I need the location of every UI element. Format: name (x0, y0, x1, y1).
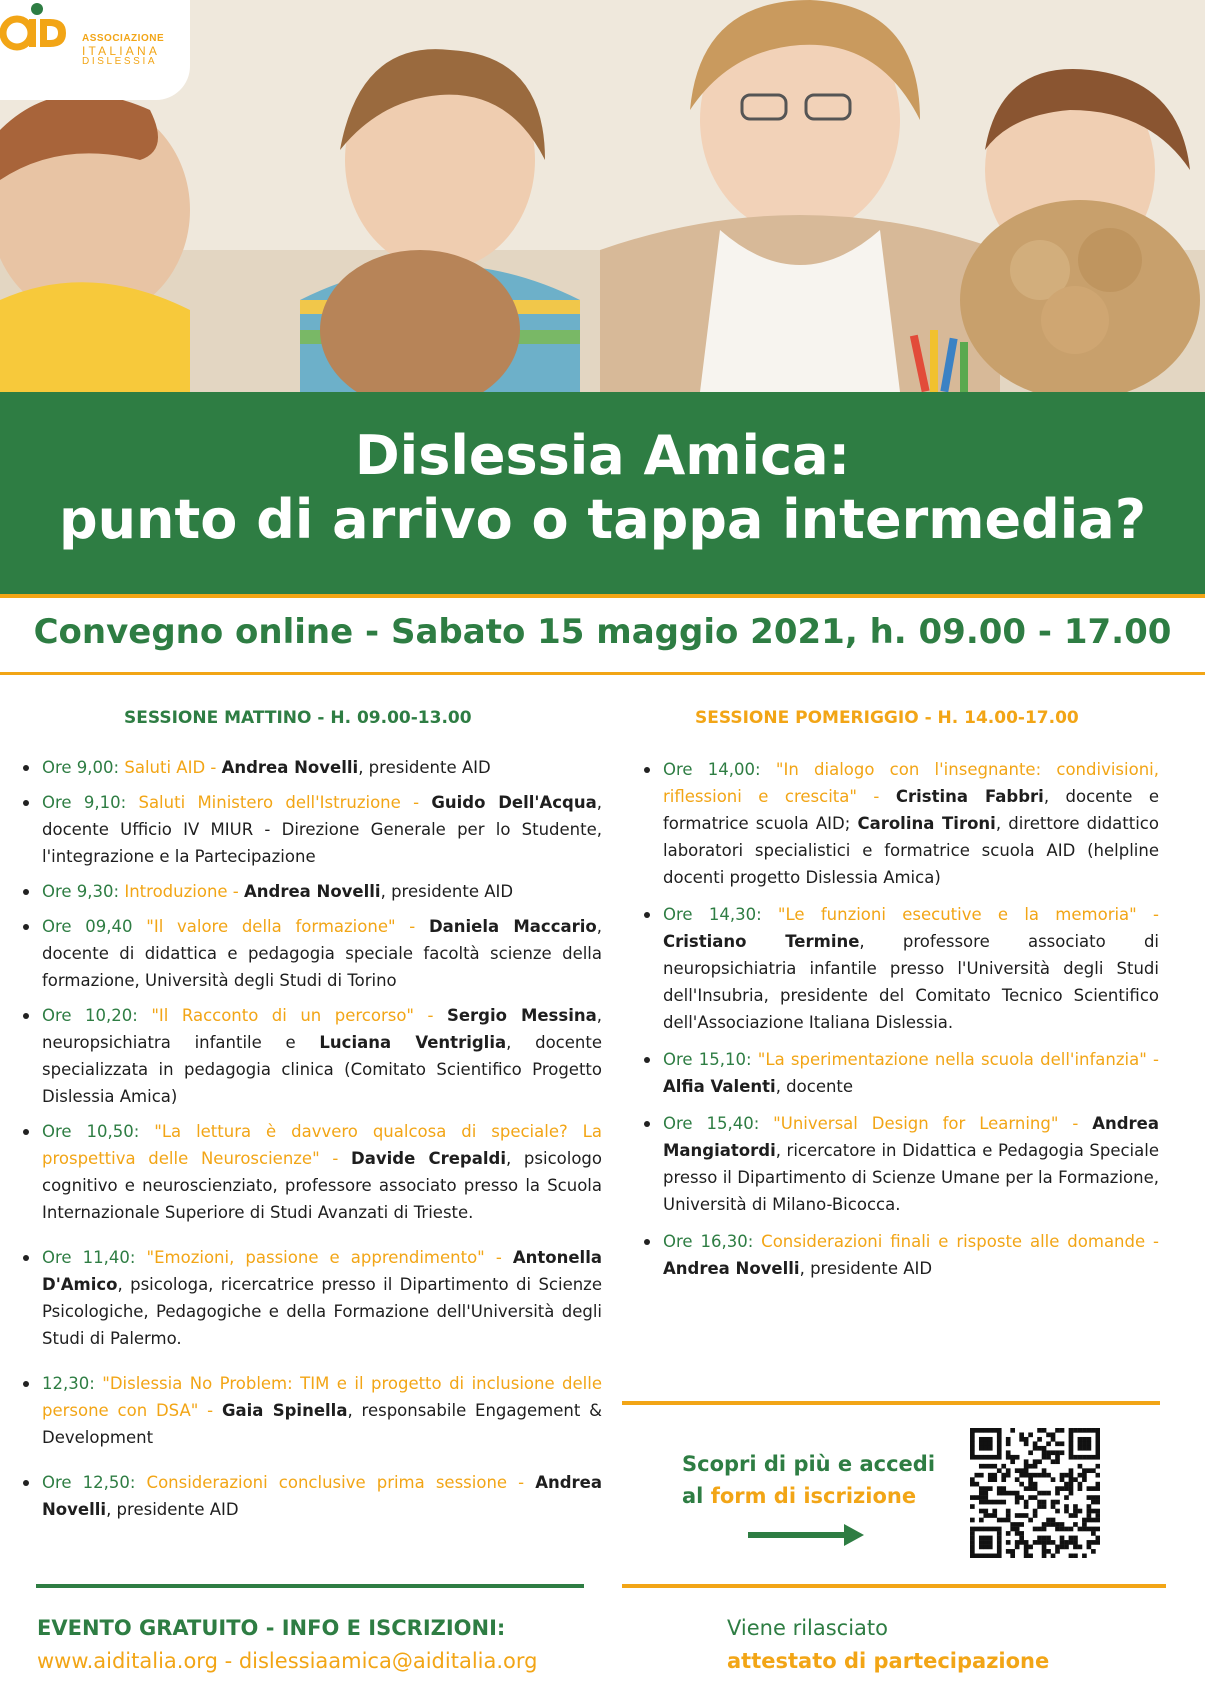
afternoon-session (643, 708, 1159, 1282)
item-topic: Considerazioni finali e risposte alle domande - (761, 1232, 1159, 1251)
item-time: Ore 9,30: (42, 882, 125, 901)
program-item (22, 1469, 602, 1523)
speaker-role: , presidente AID (799, 1259, 933, 1278)
title-line-2: punto di arrivo o tappa intermedia? (58, 488, 1147, 551)
program-item (643, 1110, 1159, 1218)
speaker-name: Sergio Messina (446, 1006, 597, 1025)
speaker-name: Davide Crepaldi (351, 1149, 506, 1168)
speaker-name: Antonella D'Amico (42, 1248, 602, 1294)
speaker-role: , docente e formatrice scuola AID; (663, 787, 1159, 833)
morning-session-heading: SESSIONE MATTINO - H. 09.00-13.00 (124, 708, 472, 728)
item-topic: "Dislessia No Problem: TIM e il progetto di inclusione delle persone con DSA" - (42, 1374, 603, 1420)
page-title (0, 392, 1205, 552)
speaker-name: Cristina Fabbri (895, 787, 1044, 806)
item-time: Ore 09,40 (42, 917, 147, 936)
item-topic: Saluti AID - (124, 758, 222, 777)
speaker-name: Carolina Tironi (857, 814, 996, 833)
speaker-role: , psicologa, ricercatrice presso il Dipartimento di Scienze Psicologiche, Pedagogiche e della Formazione dell'Università degli Studi di Palermo. (42, 1275, 602, 1348)
item-time: Ore 10,50: (42, 1122, 155, 1141)
title-band (0, 392, 1205, 598)
logo-container (0, 0, 190, 100)
morning-session (22, 708, 602, 1541)
cta-line-2 (682, 1480, 935, 1512)
logo-line-1: ASSOCIAZIONE (82, 33, 165, 44)
item-topic: "Il valore della formazione" - (146, 917, 429, 936)
item-time: 12,30: (42, 1374, 103, 1393)
speaker-role: , direttore didattico laboratori specialistici e formatrice scuola AID (helpline docenti progetto Dislessia Amica) (663, 814, 1159, 887)
item-topic: "Emozioni, passione e apprendimento" - (146, 1248, 513, 1267)
program-item (22, 789, 602, 870)
logo-line-3: DISLESSIA (82, 56, 158, 68)
qr-code[interactable] (970, 1428, 1100, 1558)
item-time: Ore 15,10: (663, 1050, 758, 1069)
morning-program-list (22, 754, 602, 1523)
item-time: Ore 14,00: (663, 760, 776, 779)
item-time: Ore 10,20: (42, 1006, 152, 1025)
program-item (22, 1370, 602, 1451)
aid-logo-icon (0, 0, 66, 56)
speaker-role: , docente di didattica e pedagogia speciale facoltà scienze della formazione, Università degli Studi di Torino (42, 917, 603, 990)
program-item (22, 913, 602, 994)
speaker-name: Cristiano Termine (663, 932, 860, 951)
program-item (22, 878, 602, 905)
logo-text (82, 34, 164, 68)
item-topic: "La lettura è davvero qualcosa di speciale? La prospettiva delle Neuroscienze" - (42, 1122, 602, 1168)
item-time: Ore 14,30: (663, 905, 778, 924)
item-topic: "La sperimentazione nella scuola dell'infanzia" - (757, 1050, 1159, 1069)
speaker-role: , ricercatore in Didattica e Pedagogia Speciale presso il Dipartimento di Scienze Umane per la Formazione, Università di Milano-Bicocca. (663, 1141, 1159, 1214)
item-topic: "Le funzioni esecutive e la memoria" - (777, 905, 1159, 924)
logo-line-2: ITALIANA (82, 43, 161, 58)
footer-rule-green (36, 1584, 584, 1588)
program-item (643, 756, 1159, 891)
program-item (643, 901, 1159, 1036)
speaker-role: , docente Ufficio IV MIUR - Direzione Generale per lo Studente, l'integrazione e la Partecipazione (42, 793, 602, 866)
registration-cta[interactable] (682, 1448, 935, 1512)
speaker-name: Alfia Valenti (663, 1077, 776, 1096)
speaker-role: , docente (775, 1077, 854, 1096)
event-subtitle: Convegno online - Sabato 15 maggio 2021, h. 09.00 - 17.00 (33, 612, 1172, 652)
speaker-role: , professore associato di neuropsichiatria infantile presso l'Università degli Studi dell'Insubria, presidente del Comitato Tecnico Scientifico dell'Associazione Italiana Dislessia. (663, 932, 1160, 1032)
item-topic: Saluti Ministero dell'Istruzione - (138, 793, 432, 812)
cta-rule-top (622, 1401, 1160, 1405)
program-item (643, 1046, 1159, 1100)
speaker-role: , psicologo cognitivo e neuroscienziato, professore associato presso la Scuola Internazionale Superiore di Studi Avanzati di Trieste. (42, 1149, 602, 1222)
afternoon-program-list (643, 756, 1159, 1282)
speaker-name: Andrea Novelli (42, 1473, 602, 1519)
item-time: Ore 11,40: (42, 1248, 147, 1267)
footer-heading: EVENTO GRATUITO - INFO E ISCRIZIONI: (37, 1616, 506, 1640)
speaker-role: , presidente AID (380, 882, 514, 901)
speaker-name: Daniela Maccario (428, 917, 597, 936)
item-topic: "Il Racconto di un percorso" - (151, 1006, 447, 1025)
cta-rule-bottom (622, 1584, 1166, 1588)
item-topic: "In dialogo con l'insegnante: condivisioni, riflessioni e crescita" - (663, 760, 1159, 806)
arrow-right-icon (748, 1524, 864, 1546)
hero-photo (0, 0, 1205, 392)
program-item (22, 1244, 602, 1352)
item-time: Ore 16,30: (663, 1232, 762, 1251)
item-time: Ore 9,00: (42, 758, 125, 777)
cta-line-2-prefix: al (682, 1484, 711, 1508)
item-time: Ore 15,40: (663, 1114, 774, 1133)
speaker-name: Luciana Ventriglia (319, 1033, 507, 1052)
speaker-name: Guido Dell'Acqua (431, 793, 597, 812)
speaker-role: , presidente AID (106, 1500, 239, 1519)
cta-form-link[interactable]: form di iscrizione (710, 1484, 917, 1508)
footer-certificate (727, 1612, 1049, 1678)
item-topic: "Universal Design for Learning" - (773, 1114, 1093, 1133)
program-item (22, 1118, 602, 1226)
item-topic: Considerazioni conclusive prima sessione - (146, 1473, 536, 1492)
afternoon-session-heading: SESSIONE POMERIGGIO - H. 14.00-17.00 (695, 708, 1079, 728)
cta-line-1: Scopri di più e accedi (682, 1452, 936, 1476)
speaker-role: , responsabile Engagement & Development (42, 1401, 602, 1447)
speaker-name: Andrea Novelli (244, 882, 381, 901)
program-item (22, 1002, 602, 1110)
footer-contacts[interactable]: www.aiditalia.org - dislessiaamica@aiditalia.org (37, 1649, 538, 1673)
item-time: Ore 12,50: (42, 1473, 147, 1492)
speaker-name: Andrea Mangiatordi (663, 1114, 1159, 1160)
program-item (643, 1228, 1159, 1282)
speaker-role: , presidente AID (358, 758, 491, 777)
item-topic: Introduzione - (124, 882, 244, 901)
speaker-name: Andrea Novelli (663, 1259, 800, 1278)
title-line-1: Dislessia Amica: (354, 424, 851, 487)
orange-divider (0, 672, 1205, 675)
speaker-role: , neuropsichiatra infantile e (42, 1006, 602, 1052)
item-time: Ore 9,10: (42, 793, 139, 812)
speaker-name: Andrea Novelli (221, 758, 359, 777)
speaker-role: , docente specializzata in pedagogia clinica (Comitato Scientifico Progetto Dislessia Amica) (42, 1033, 602, 1106)
program-item (22, 754, 602, 781)
speaker-name: Gaia Spinella (221, 1401, 348, 1420)
footer-info (37, 1612, 537, 1678)
certificate-line-1: Viene rilasciato (727, 1616, 889, 1640)
certificate-line-2: attestato di partecipazione (727, 1649, 1050, 1673)
